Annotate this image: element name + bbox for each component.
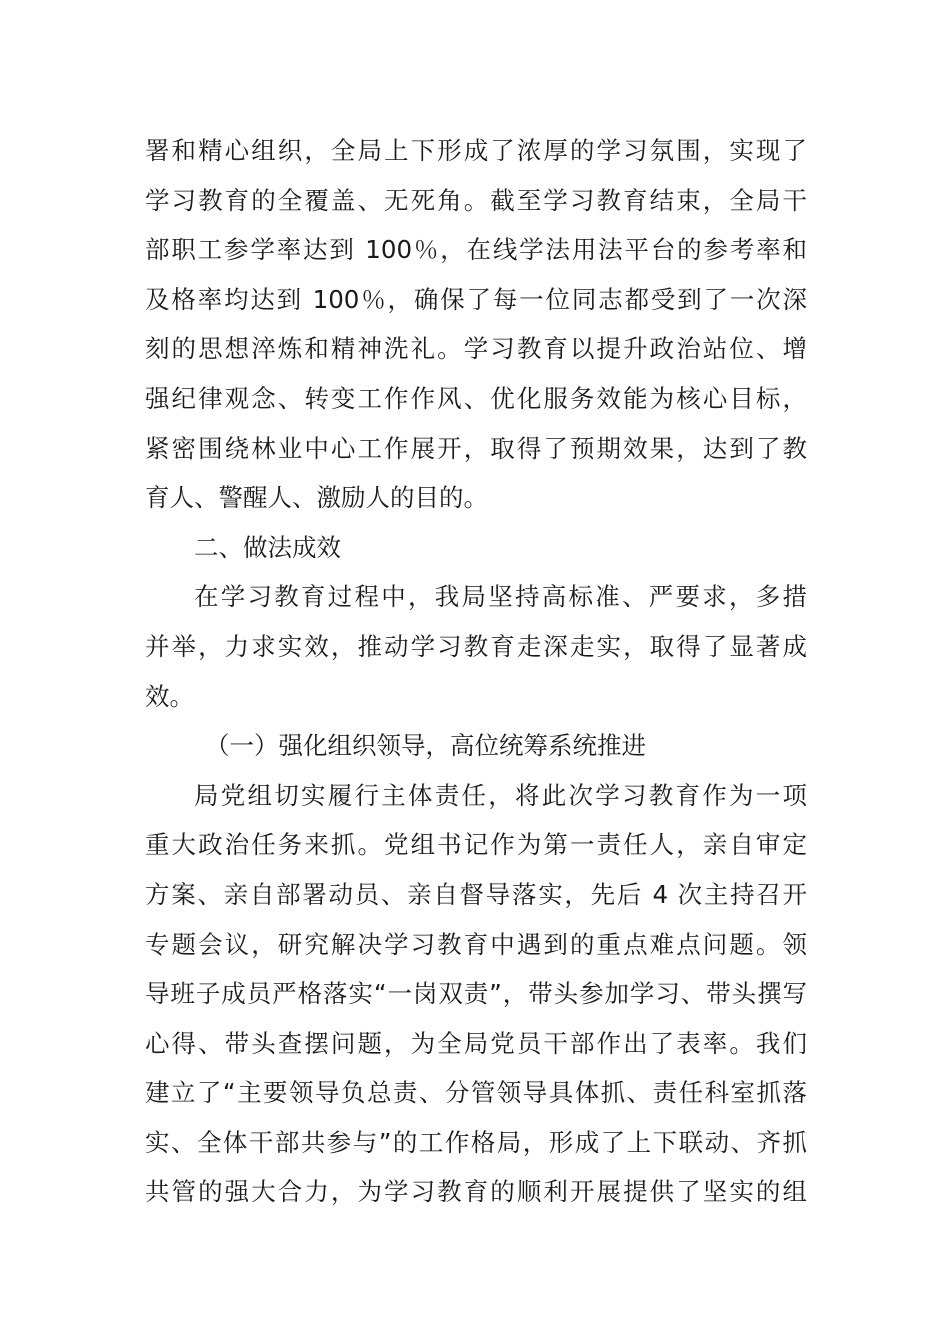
paragraph-line: 重大政治任务来抓。党组书记作为第一责任人，亲自审定 bbox=[145, 830, 807, 860]
paragraph-line: 并举，力求实效，推动学习教育走深走实，取得了显著成 bbox=[145, 631, 807, 661]
paragraph-line: 紧密围绕林业中心工作展开，取得了预期效果，达到了教 bbox=[145, 433, 807, 463]
paragraph-line: 学习教育的全覆盖、无死角。截至学习教育结束，全局干 bbox=[145, 185, 807, 215]
paragraph-line: 导班子成员严格落实“一岗双责”，带头参加学习、带头撰写 bbox=[145, 979, 807, 1009]
paragraph-line: 方案、亲自部署动员、亲自督导落实，先后 4 次主持召开 bbox=[145, 879, 807, 909]
paragraph-line: 建立了“主要领导负总责、分管领导具体抓、责任科室抓落 bbox=[145, 1078, 807, 1108]
paragraph-line: 实、全体干部共参与”的工作格局，形成了上下联动、齐抓 bbox=[145, 1127, 807, 1157]
paragraph-line: 刻的思想淬炼和精神洗礼。学习教育以提升政治站位、增 bbox=[145, 334, 807, 364]
paragraph-line: 在学习教育过程中，我局坚持高标准、严要求，多措 bbox=[194, 582, 807, 612]
paragraph-line: 共管的强大合力，为学习教育的顺利开展提供了坚实的组 bbox=[145, 1177, 807, 1207]
document-body bbox=[145, 126, 807, 1217]
section-heading: 二、做法成效 bbox=[194, 532, 341, 562]
paragraph-line: 局党组切实履行主体责任，将此次学习教育作为一项 bbox=[194, 780, 807, 810]
paragraph-line: 署和精心组织，全局上下形成了浓厚的学习氛围，实现了 bbox=[145, 136, 807, 165]
paragraph-line: 心得、带头查摆问题，为全局党员干部作出了表率。我们 bbox=[145, 1028, 807, 1058]
paragraph-line: 部职工参学率达到 100％，在线学法用法平台的参考率和 bbox=[145, 235, 807, 265]
paragraph-line: 强纪律观念、转变工作作风、优化服务效能为核心目标， bbox=[145, 383, 807, 413]
paragraph-line: 育人、警醒人、激励人的目的。 bbox=[145, 483, 488, 513]
paragraph-line: 专题会议，研究解决学习教育中遇到的重点难点问题。领 bbox=[145, 929, 807, 959]
paragraph-line: 效。 bbox=[145, 681, 194, 711]
subsection-heading: （一）强化组织领导，高位统筹系统推进 bbox=[205, 731, 646, 761]
paragraph-line: 及格率均达到 100％，确保了每一位同志都受到了一次深 bbox=[145, 284, 807, 314]
